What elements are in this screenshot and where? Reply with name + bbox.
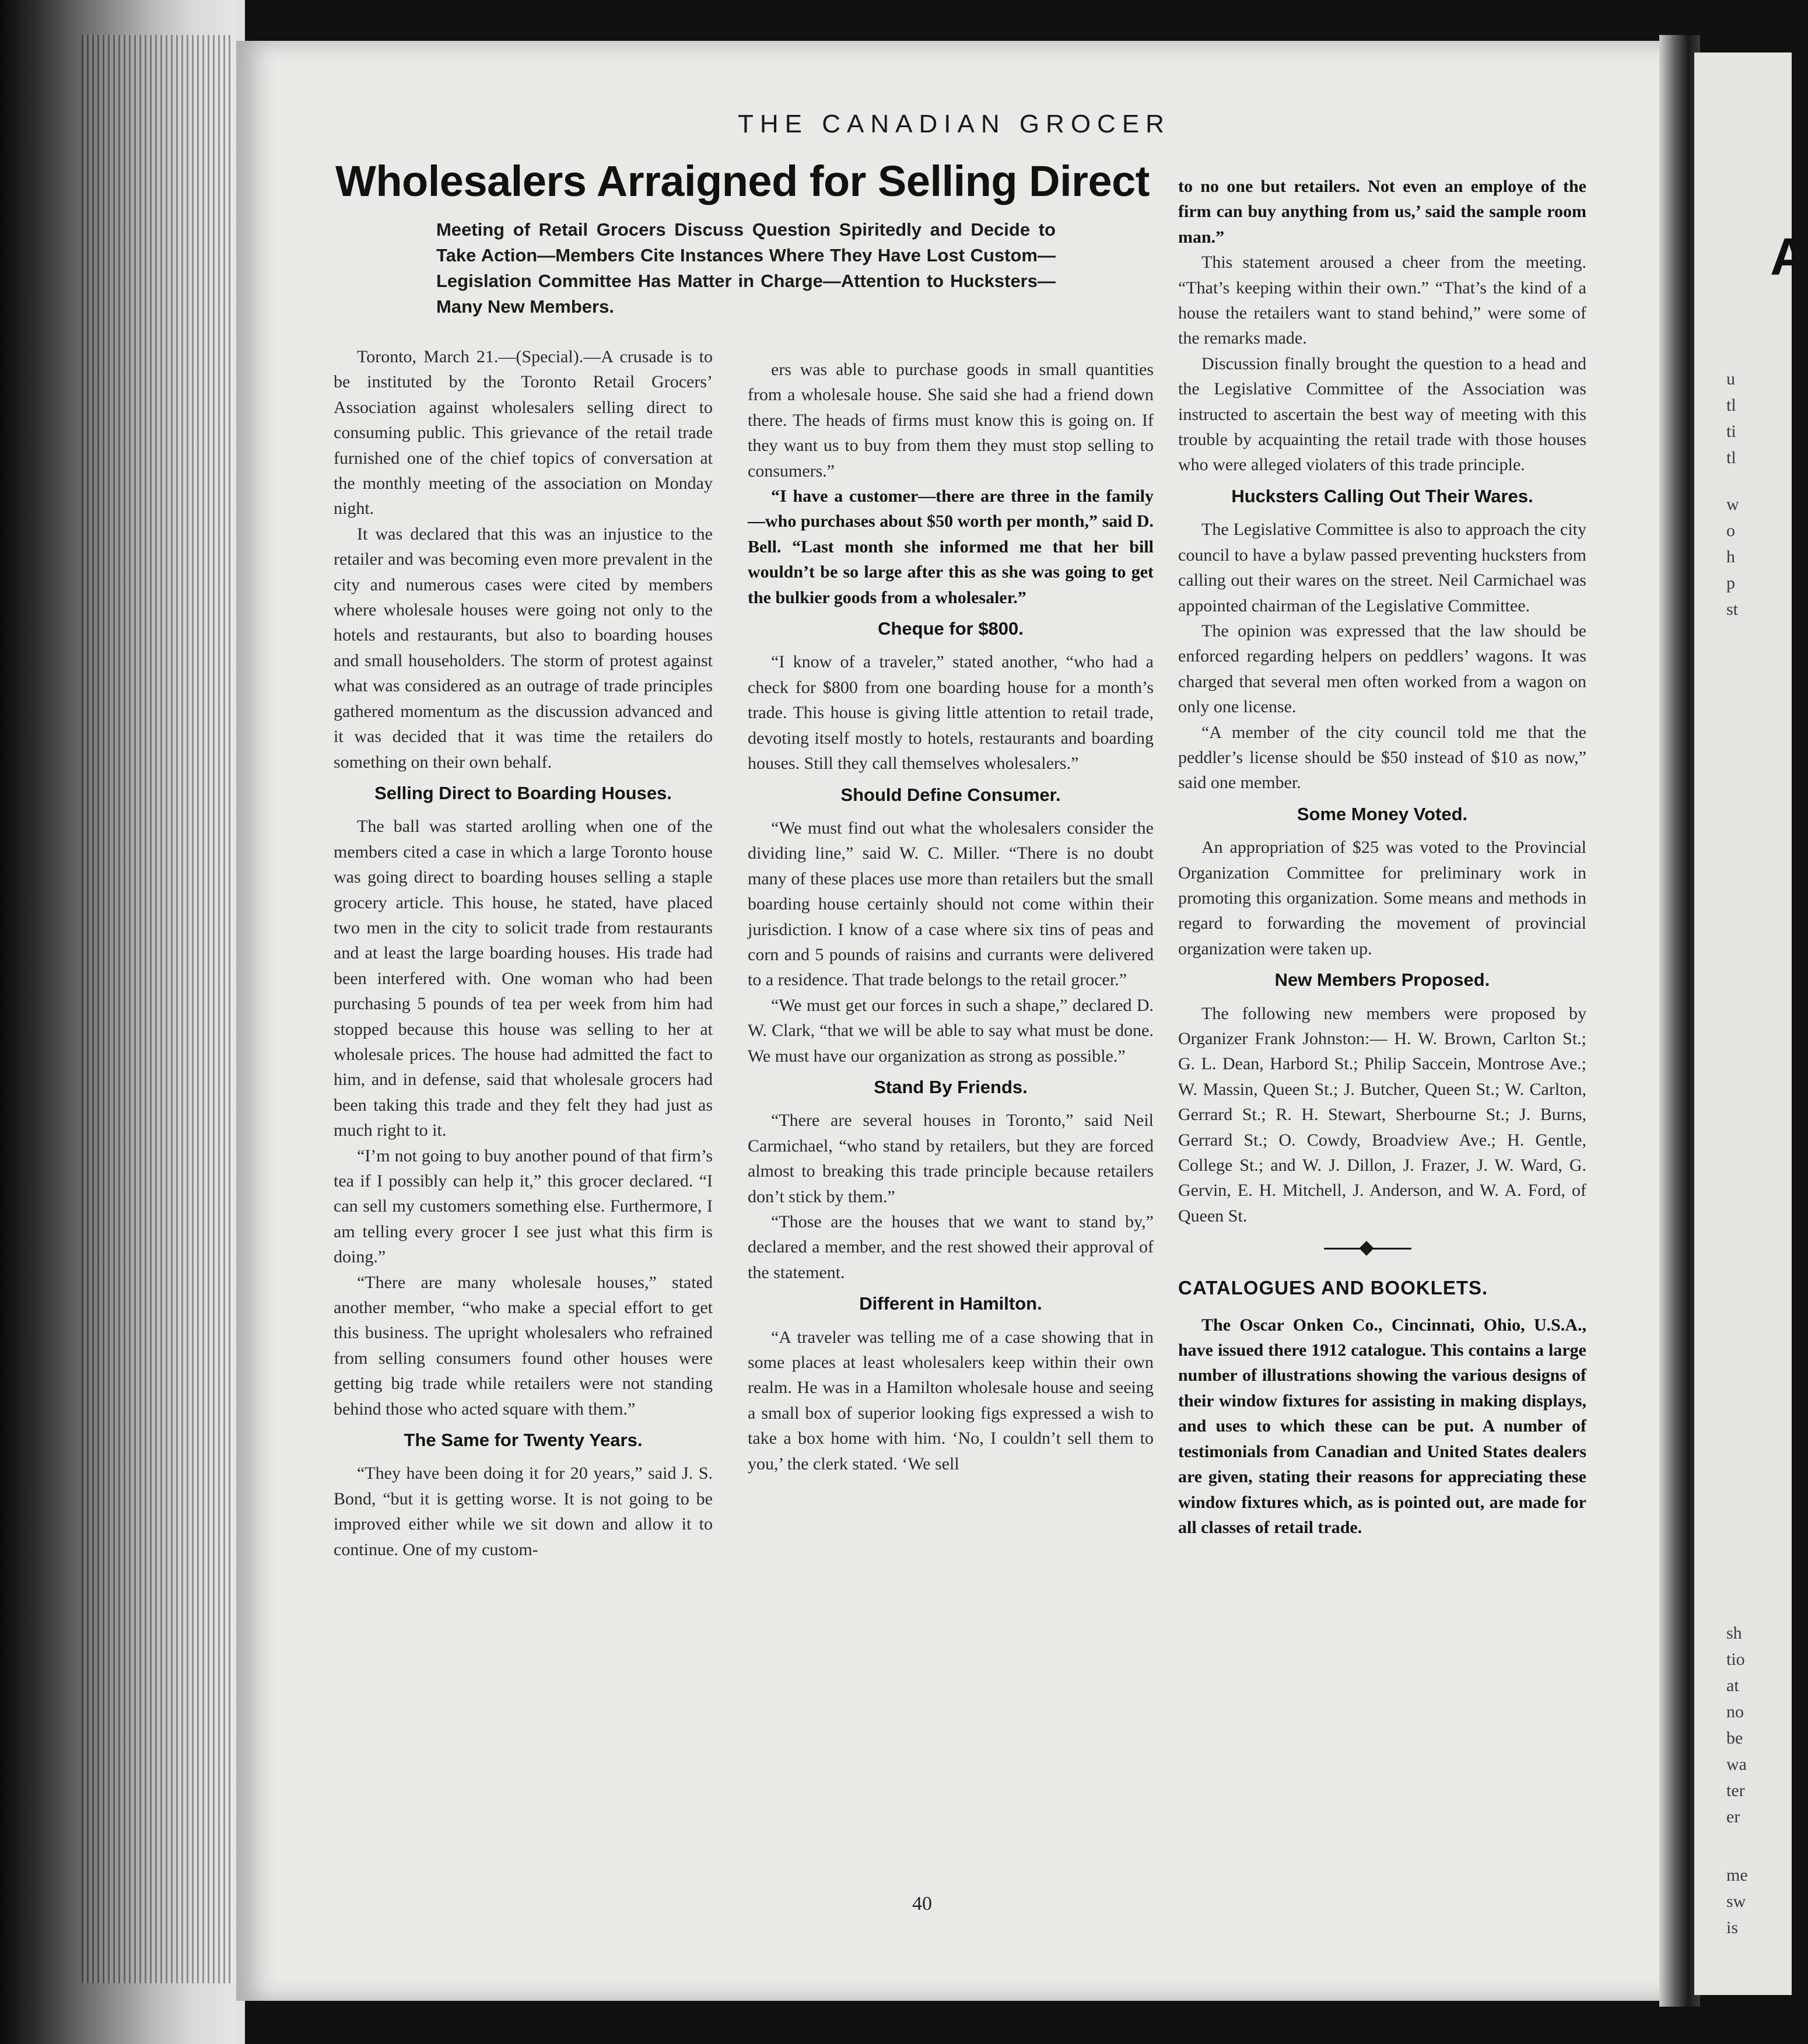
subheading: Hucksters Calling Out Their Wares. <box>1231 485 1533 506</box>
next-page-fragment: wa <box>1726 1755 1747 1774</box>
paragraph: “I have a customer—there are three in the family—who purchases about $50 worth per month,” said D. Bell. “Last month she informed me that her bill wouldn’t be so large after this as she was going to get the bulkier goods from a wholesaler.” <box>748 487 1154 607</box>
subheading: Different in Hamilton. <box>859 1293 1042 1314</box>
next-page-fragment: er <box>1726 1807 1740 1826</box>
subheading: Cheque for $800. <box>878 618 1024 639</box>
paragraph: “I know of a traveler,” stated another, “who had a check for $800 from one boarding house for a month’s trade. This house is giving little attention to retail trade, devoting itself mostly to hotels, restaurants and boarding houses. Still they call themselves wholesalers.” <box>748 652 1154 774</box>
next-page-fragment: be <box>1726 1728 1743 1748</box>
paragraph: The Legislative Committee is also to approach the city council to have a bylaw passed preventing hucksters from calling out their wares on the street. Neil Carmichael was appointed chairman of the Legislative Committee. <box>1178 520 1586 615</box>
subheading: Some Money Voted. <box>1297 803 1468 824</box>
next-page-fragment: is <box>1726 1918 1739 1937</box>
page-stack-edges <box>82 35 233 1983</box>
section-divider <box>1178 1238 1586 1259</box>
paragraph: “A member of the city council told me that the peddler’s license should be $50 instead of $10 as now,” said one member. <box>1178 722 1586 793</box>
paragraph: The following new members were proposed by Organizer Frank Johnston:— H. W. Brown, Carlton St.; G. L. Dean, Harbord St.; Philip Saccein, Montrose Ave.; W. Massin, Queen St.; J. Butcher, Queen St.; W. Carlton, Gerrard St.; R. H. Stewart, Sherbourne St.; J. Burns, Gerrard St.; O. Cowdy, Broadview Ave.; H. Gentle, College St.; and W. J. Dillon, J. Frazer, J. W. Ward, G. Gervin, E. H. Mitchell, J. Anderson, and W. A. Ford, of Queen St. <box>1178 1003 1586 1226</box>
running-head: THE CANADIAN GROCER <box>738 110 1171 138</box>
paragraph: Discussion finally brought the question to a head and the Legislative Committee of the Association was instructed to ascertain the best way of meeting with this trouble by acquainting the retail trade with those houses who were alleged violaters of this trade principle. <box>1178 354 1586 475</box>
next-page-fragment: sw <box>1726 1892 1746 1911</box>
next-page-fragment: ter <box>1726 1781 1745 1800</box>
paragraph: to no one but retailers. Not even an employe of the firm can buy anything from us,’ said the sample room man.” <box>1178 177 1586 247</box>
paragraph: Toronto, March 21.—(Special).—A crusade is to be instituted by the Toronto Retail Grocers’ Association against wholesalers selling direct to consuming public. This grievance of the retail trade furnished one of the chief topics of conversation at the monthly meeting of the association on Monday night. <box>334 347 713 519</box>
paragraph: The opinion was expressed that the law should be enforced regarding helpers on peddlers’ wagons. It was charged that several men often worked from a wagon on only one license. <box>1178 621 1586 717</box>
paragraph: “Those are the houses that we want to stand by,” declared a member, and the rest showed their approval of the statement. <box>748 1212 1154 1282</box>
next-page-edge <box>1694 52 1808 1995</box>
next-page-fragment: ti <box>1726 422 1736 441</box>
paragraph: “I’m not going to buy another pound of that firm’s tea if I possibly can help it,” this grocer declared. “I can sell my customers something else. Furthermore, I am telling every grocer I see just what this firm is doing.” <box>334 1146 713 1267</box>
paragraph: “There are several houses in Toronto,” said Neil Carmichael, “who stand by retailers, but they are forced almost to breaking this trade principle because retailers don’t stick by them.” <box>748 1111 1154 1206</box>
article-column-2 <box>748 357 1154 1476</box>
paragraph: ers was able to purchase goods in small quantities from a wholesale house. She said she had a friend down there. The heads of firms must know this is going on. If they want us to buy from them they must stop selling to consumers.” <box>748 360 1154 481</box>
article-deck: Meeting of Retail Grocers Discuss Question Spiritedly and Decide to Take Action—Members Cite Instances Where They Have Lost Custom—Legislation Committee Has Matter in Charge—Attention to Hucksters—Many New Members. <box>436 219 1056 317</box>
article-column-3 <box>1178 174 1586 1540</box>
paragraph: “There are many wholesale houses,” stated another member, “who make a special effort to get this business. The upright wholesalers who refrained from selling consumers found other houses were getting big trade while retailers were not standing behind those who acted square with them.” <box>334 1272 713 1419</box>
next-page-fragment: tio <box>1726 1650 1745 1669</box>
next-page-fragment: me <box>1726 1866 1748 1885</box>
divider-diamond-ornament <box>1359 1241 1373 1256</box>
next-page-fragment: o <box>1726 521 1735 540</box>
paragraph: This statement aroused a cheer from the meeting. “That’s keeping within their own.” “That’s the kind of a house the retailers want to stand behind,” were some of the remarks made. <box>1178 253 1586 348</box>
paragraph: “They have been doing it for 20 years,” said J. S. Bond, “but it is getting worse. It is not going to be improved either while we sit down and allow it to continue. One of my custom- <box>334 1464 713 1559</box>
next-page-fragment: tl <box>1726 396 1736 415</box>
paragraph: “We must find out what the wholesalers consider the dividing line,” said W. C. Miller. “There is no doubt many of these places use more than retailers but the small boarding house certainly should not come within their jurisdiction. I know of a case where six tins of peas and corn and 5 pounds of raisins and currants were delivered to a residence. That trade belongs to the retail grocer.” <box>748 818 1154 990</box>
subheading: Should Define Consumer. <box>840 784 1061 805</box>
next-page-fragment: p <box>1726 573 1735 593</box>
subheading: New Members Proposed. <box>1274 970 1490 991</box>
next-page-fragment: no <box>1726 1702 1744 1721</box>
subheading: Selling Direct to Boarding Houses. <box>374 782 672 803</box>
next-page-fragment: h <box>1726 547 1735 566</box>
paragraph: “A traveler was telling me of a case showing that in some places at least wholesalers keep within their own realm. He was in a Hamilton wholesale house and seeing a small box of superior looking figs expressed a wish to take a box home with him. ‘No, I couldn’t sell them to you,’ the clerk stated. ‘We sell <box>748 1327 1154 1474</box>
paragraph: It was declared that this was an injustice to the retailer and was becoming even more prevalent in the city and numerous cases were cited by members where wholesale houses were going not only to the hotels and restaurants, but also to boarding houses and small householders. The storm of protest against what was considered as an outrage of trade principles gathered momentum as the discussion advanced and it was decided that it was time the retailers do something on their own behalf. <box>334 524 713 772</box>
section-heading: CATALOGUES AND BOOKLETS. <box>1178 1277 1488 1299</box>
article-column-1 <box>334 344 713 1562</box>
next-page-heading-letter: A <box>1770 228 1808 286</box>
paragraph: An appropriation of $25 was voted to the Provincial Organization Committee for preliminary work in promoting this organization. Some means and methods in regard to forwarding the movement of provincial organization were taken up. <box>1178 838 1586 958</box>
next-page-fragment: u <box>1726 369 1735 388</box>
paragraph: The Oscar Onken Co., Cincinnati, Ohio, U.S.A., have issued there 1912 catalogue. This contains a large number of illustrations showing the various designs of their window fixtures for assisting in making displays, and uses to which these can be put. A number of testimonials from Canadian and United States dealers are given, stating their reasons for appreciating these window fixtures which, as is pointed out, are made for all classes of retail trade. <box>1178 1315 1586 1537</box>
next-page-fragment: sh <box>1726 1623 1742 1643</box>
subheading: Stand By Friends. <box>874 1076 1028 1097</box>
article-headline: Wholesalers Arraigned for Selling Direct <box>335 157 1150 205</box>
subheading: The Same for Twenty Years. <box>404 1430 643 1451</box>
next-page-fragment: w <box>1726 495 1739 514</box>
page-number: 40 <box>912 1893 932 1915</box>
paragraph: The ball was started arolling when one of the members cited a case in which a large Toronto house was going direct to boarding houses selling a staple grocery article. This house, he stated, have placed two men in the city to solicit trade from restaurants and at least the large boarding houses. His trade had been interfered with. One woman who had been purchasing 5 pounds of tea per week from him had stopped because this house was selling to her at wholesale prices. The house had admitted the fact to him, and in defense, said that wholesale grocers had been taking this trade and they felt they had just as much right to it. <box>334 817 713 1140</box>
paragraph: “We must get our forces in such a shape,” declared D. W. Clark, “that we will be able to say what must be done. We must have our organization as strong as possible.” <box>748 995 1154 1066</box>
next-page-fragment: st <box>1726 600 1739 619</box>
next-page-fragment: at <box>1726 1676 1739 1695</box>
next-page-fragment: tl <box>1726 448 1736 467</box>
